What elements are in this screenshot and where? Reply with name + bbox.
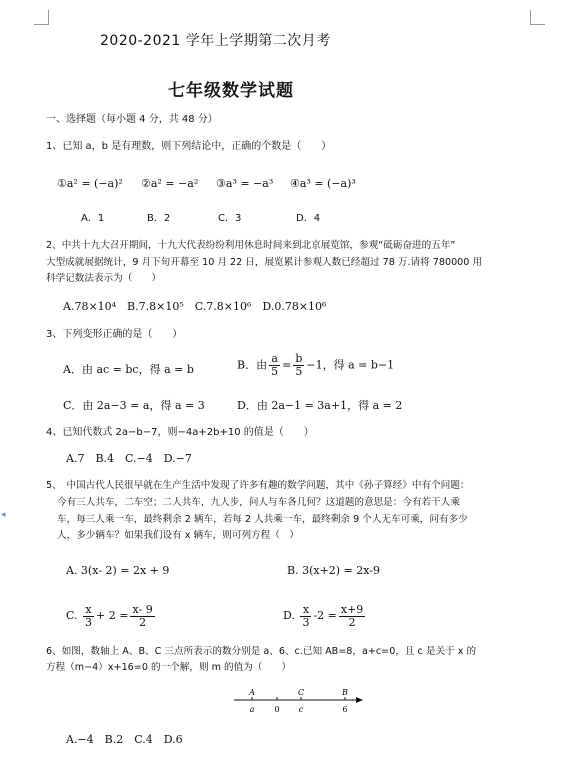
axis-arrow-icon [356, 697, 363, 703]
q1-statement-4: ④a³ = (−a)³ [290, 177, 356, 190]
fraction: $\frac{x}{3}$ [85, 602, 93, 629]
q2-options: A.78×10⁴ B.7.8×10⁵ C.7.8×10⁶ D.0.78×10⁶ [63, 300, 327, 313]
fraction: $\frac{x}{3}$ [302, 602, 310, 629]
q6-line-1: 6、如图，数轴上 A、B、C 三点所表示的数分别是 a、6、c.已知 AB=8，a+c=0，且 c 是关于 x 的 [46, 646, 477, 657]
q5-line-1: 5、 中国古代人民很早就在生产生活中发现了许多有趣的数学问题，其中《孙子算经》中有个问题： [46, 480, 470, 491]
q1-option-d: D．4 [296, 213, 321, 224]
q1-option-b: B．2 [147, 213, 171, 224]
q3-option-b: B．由 $\frac{a}{5}$ = $\frac{b}{5}$ −1，得 a = b−1 [237, 352, 395, 378]
q1-statement-3: ③a³ = −a³ [216, 177, 274, 190]
q4-stem: 4、已知代数式 2a−b−7，则−4a+2b+10 的值是（ ） [46, 427, 314, 438]
label-point-a: A [249, 688, 255, 697]
fraction: $\frac{x- 9}{2}$ [132, 602, 153, 629]
section-heading: 一、选择题（每小题 4 分，共 48 分） [46, 114, 218, 125]
q5-line-4: 人，多少辆车？如果我们设有 x 辆车，则可列方程（ ） [57, 530, 300, 541]
q5-option-d: D. $\frac{x}{3}$ -2 = $\frac{x+9}{2}$ [283, 602, 364, 629]
q1-option-c: C．3 [218, 213, 242, 224]
q3-option-d: D．由 2a−1 = 3a+1，得 a = 2 [237, 399, 403, 412]
q5-option-c: C. $\frac{x}{3}$ + 2 = $\frac{x- 9}{2}$ [66, 602, 153, 629]
q1-stem: 1、已知 a，b 是有理数，则下列结论中，正确的个数是（ ） [46, 141, 332, 152]
q1-statement-1: ①a² = (−a)² [57, 177, 123, 190]
q5-line-3: 车，每三人乘一车，最终剩余 2 辆车，若每 2 人共乘一车，最终剩余 9 个人无车可乘，问有多少 [57, 514, 468, 525]
value-a: a [249, 705, 255, 714]
q6-options: A.−4 B.2 C.4 D.6 [66, 733, 183, 746]
q3-option-c: C．由 2a−3 = a，得 a = 3 [63, 399, 205, 412]
value-6: 6 [342, 705, 348, 714]
page-corner-mark-left [34, 10, 49, 25]
q3-option-a: A．由 ac = bc，得 a = b [63, 363, 194, 376]
number-line-figure [228, 684, 368, 718]
q1-option-a: A．1 [81, 213, 105, 224]
q2-line-1: 2、中共十九大召开期间，十九大代表纷纷利用休息时间来到北京展览馆，参观“砥砺奋进的五年” [46, 240, 456, 251]
margin-marker-icon: ◂ [1, 510, 6, 520]
q2-line-3: 科学记数法表示为（ ） [46, 273, 162, 284]
value-c: c [298, 705, 304, 714]
label-point-c: C [297, 688, 305, 697]
fraction: $\frac{x+9}{2}$ [340, 602, 364, 629]
fraction: $\frac{a}{5}$ [271, 352, 279, 378]
q1-statement-2: ②a² = −a² [141, 177, 199, 190]
q6-line-2: 方程（m−4）x+16=0 的一个解，则 m 的值为（ ） [46, 662, 292, 673]
q5-line-2: 今有三人共车，二车空；二人共车，九人步，问人与车各几何？这道题的意思是：今有若干人乘 [57, 497, 460, 508]
q4-options: A.7 B.4 C.−4 D.−7 [66, 452, 192, 465]
value-0: 0 [274, 705, 280, 714]
page-corner-mark-right [530, 10, 545, 25]
exam-title: 2020-2021 学年上学期第二次月考 [100, 33, 331, 49]
label-point-b: B [342, 688, 348, 697]
fraction: $\frac{b}{5}$ [295, 352, 303, 378]
q5-option-b: B. 3(x+2) = 2x-9 [287, 564, 381, 577]
q3-stem: 3、下列变形正确的是（ ） [46, 329, 183, 340]
subject-title: 七年级数学试题 [168, 81, 294, 101]
q2-line-2: 大型成就展据统计，9 月下旬开幕至 10 月 22 日，展览累计参观人数已经超过 78 万.请将 780000 用 [46, 257, 483, 268]
q5-option-a: A. 3(x- 2) = 2x + 9 [66, 564, 170, 577]
